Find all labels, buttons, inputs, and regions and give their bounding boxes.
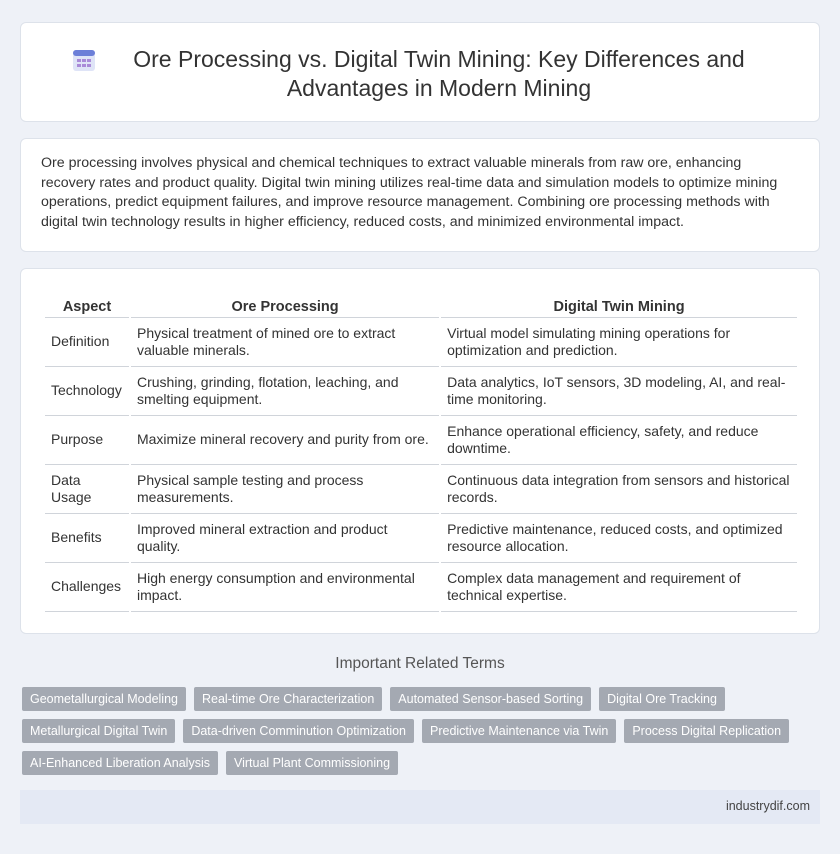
aspect-cell: Data Usage	[45, 465, 129, 514]
footer-site-link[interactable]: industrydif.com	[725, 799, 810, 813]
summary-text: Ore processing involves physical and chemical techniques to extract valuable minerals from raw ore, enhancing recovery rates and product quality. Digital twin mining utilizes real-time data and simulation models to optimize mining operations, predict equipment failures, and improve resource management. Combining ore processing methods with digital twin technology results in higher efficiency, reduced costs, and minimized environmental impact.	[41, 155, 778, 230]
related-term-tag[interactable]: Digital Ore Tracking	[599, 687, 725, 711]
related-terms-title: Important Related Terms	[335, 655, 505, 672]
digital-twin-cell: Virtual model simulating mining operations for optimization and prediction.	[441, 318, 797, 367]
ore-processing-cell: Physical treatment of mined ore to extract valuable minerals.	[131, 318, 439, 367]
digital-twin-cell: Predictive maintenance, reduced costs, and optimized resource allocation.	[441, 514, 797, 563]
related-term-tag[interactable]: AI-Enhanced Liberation Analysis	[22, 751, 218, 775]
column-header: Digital Twin Mining	[441, 295, 797, 318]
table-row	[45, 563, 797, 612]
summary-card	[20, 138, 820, 252]
aspect-cell: Technology	[45, 367, 129, 416]
digital-twin-cell: Complex data management and requirement of technical expertise.	[441, 563, 797, 612]
aspect-cell: Purpose	[45, 416, 129, 465]
footer	[20, 790, 820, 824]
ore-processing-cell: Improved mineral extraction and product quality.	[131, 514, 439, 563]
table-row	[45, 416, 797, 465]
comparison-table	[43, 295, 799, 612]
digital-twin-cell: Continuous data integration from sensors and historical records.	[441, 465, 797, 514]
aspect-cell: Challenges	[45, 563, 129, 612]
related-term-tag[interactable]: Metallurgical Digital Twin	[22, 719, 175, 743]
related-terms-tags	[22, 687, 822, 775]
table-row	[45, 514, 797, 563]
comparison-table-card	[20, 268, 820, 634]
ore-processing-cell: Crushing, grinding, flotation, leaching, and smelting equipment.	[131, 367, 439, 416]
aspect-cell: Benefits	[45, 514, 129, 563]
ore-processing-cell: Maximize mineral recovery and purity from ore.	[131, 416, 439, 465]
related-term-tag[interactable]: Predictive Maintenance via Twin	[422, 719, 616, 743]
aspect-cell: Definition	[45, 318, 129, 367]
table-row	[45, 465, 797, 514]
digital-twin-cell: Data analytics, IoT sensors, 3D modeling, AI, and real-time monitoring.	[441, 367, 797, 416]
related-term-tag[interactable]: Automated Sensor-based Sorting	[390, 687, 591, 711]
table-row	[45, 367, 797, 416]
related-term-tag[interactable]: Process Digital Replication	[624, 719, 789, 743]
related-term-tag[interactable]: Virtual Plant Commissioning	[226, 751, 398, 775]
digital-twin-cell: Enhance operational efficiency, safety, and reduce downtime.	[441, 416, 797, 465]
related-term-tag[interactable]: Geometallurgical Modeling	[22, 687, 186, 711]
ore-processing-cell: Physical sample testing and process measurements.	[131, 465, 439, 514]
table-row	[45, 318, 797, 367]
header-card	[20, 22, 820, 122]
ore-processing-cell: High energy consumption and environmental impact.	[131, 563, 439, 612]
column-header: Aspect	[45, 295, 129, 318]
document-list-icon	[71, 47, 97, 73]
column-header: Ore Processing	[131, 295, 439, 318]
table-header-row	[45, 295, 797, 318]
related-term-tag[interactable]: Real-time Ore Characterization	[194, 687, 382, 711]
page-title: Ore Processing vs. Digital Twin Mining: Key Differences and Advantages in Modern Mining	[133, 46, 745, 101]
related-term-tag[interactable]: Data-driven Comminution Optimization	[183, 719, 414, 743]
